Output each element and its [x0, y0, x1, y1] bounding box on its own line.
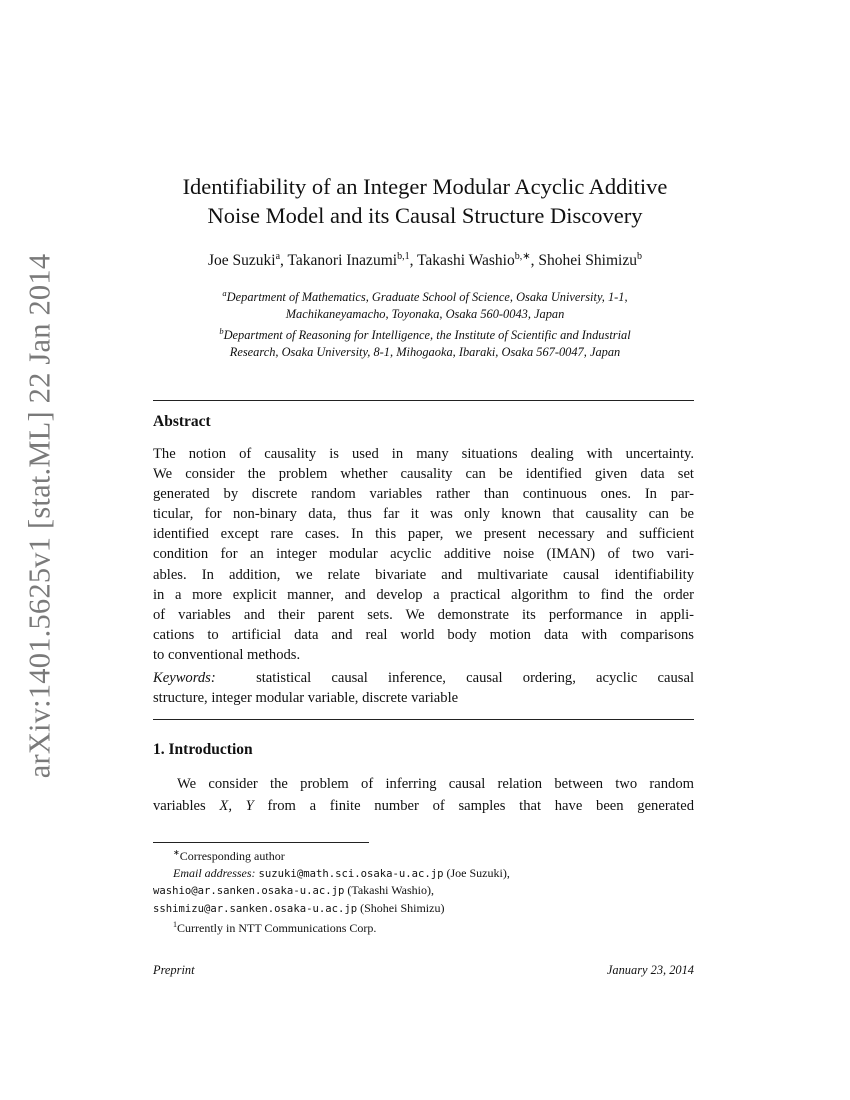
math-variables: X, Y — [219, 798, 254, 814]
abstract-top-rule — [153, 400, 694, 401]
affiliation-a-line-2: Machikaneyamacho, Toyonaka, Osaka 560-0043, Japan — [285, 307, 565, 322]
affiliation-a-line-1: $^a$Department of Mathematics, Graduate School of Science, Osaka University, 1-1, — [222, 288, 628, 305]
affiliations — [120, 285, 730, 361]
paper-title — [120, 172, 730, 230]
abstract-line: cations to artificial data and real world body motion data with comparisons — [153, 626, 694, 643]
footer-preprint: Preprint — [153, 963, 195, 977]
email-link[interactable]: suzuki@math.sci.osaka-u.ac.jp — [258, 867, 444, 880]
footnotes — [153, 845, 694, 937]
abstract-bottom-rule — [153, 719, 694, 720]
abstract-line: condition for an integer modular acyclic additive noise (IMAN) of two vari- — [153, 546, 694, 563]
abstract-body — [153, 444, 694, 665]
author-name: Takashi Washio — [417, 252, 515, 270]
abstract-line: ticular, for non-binary data, thus far it was only known that causality can be — [153, 506, 694, 523]
title-line-1: Identifiability of an Integer Modular Acyclic Additive — [182, 174, 668, 199]
email-link[interactable]: sshimizu@ar.sanken.osaka-u.ac.jp — [153, 902, 358, 915]
author-list: Joe Suzuki$^a$, Takanori Inazumi$^{b,1}$, Takashi Washio$^{b,∗}$, Shohei Shimizu$^b$ — [208, 251, 642, 270]
author-affil-mark: a — [275, 251, 281, 262]
email-label: Email addresses: — [173, 865, 256, 880]
abstract-line: generated by discrete random variables rather than continuous ones. In par- — [153, 486, 694, 503]
abstract-line: identified except rare cases. In this paper, we present necessary and sufficient — [153, 526, 694, 543]
footnote-emails: Email addresses: suzuki@math.sci.osaka-u.ac.jp (Joe Suzuki), — [173, 865, 510, 880]
keywords-line-2: structure, integer modular variable, discrete variable — [153, 690, 459, 707]
abstract-line: We consider the problem whether causality can be identified given data set — [153, 466, 694, 483]
arxiv-identifier[interactable]: arXiv:1401.5625v1 [stat.ML] 22 Jan 2014 — [22, 253, 57, 779]
section-heading-introduction: 1. Introduction — [153, 741, 253, 758]
footnote-email-2: washio@ar.sanken.osaka-u.ac.jp (Takashi Washio), — [153, 883, 434, 898]
intro-line-2: variables X, Y from a finite number of samples that have been generated — [153, 798, 694, 814]
author-name: Takanori Inazumi — [287, 252, 398, 270]
footnote-corresponding: ∗Corresponding author — [173, 848, 285, 863]
affiliation-b-line-2: Research, Osaka University, 8-1, Mihogaoka, Ibaraki, Osaka 567-0047, Japan — [229, 345, 621, 360]
footnote-1: $^1$Currently in NTT Communications Corp. — [173, 920, 377, 936]
keywords-block — [153, 668, 694, 708]
keywords-label: Keywords: — [153, 670, 216, 686]
keywords-line-1: Keywords: statistical causal inference, causal ordering, acyclic causal — [153, 670, 694, 686]
title-line-2: Noise Model and its Causal Structure Discovery — [207, 203, 643, 228]
footer-date: January 23, 2014 — [606, 963, 694, 977]
intro-line-1: We consider the problem of inferring causal relation between two random — [177, 776, 694, 792]
abstract-line: ables. In addition, we relate bivariate and multivariate causal identifiability — [153, 566, 694, 583]
abstract-heading: Abstract — [153, 413, 211, 430]
author-name: Shohei Shimizu — [538, 252, 637, 270]
footnote-rule — [153, 842, 369, 843]
introduction-body — [153, 773, 694, 817]
author-affil-mark: b,1 — [397, 251, 410, 262]
author-name: Joe Suzuki — [208, 252, 276, 270]
abstract-line: in a more explicit manner, and develop a practical algorithm to find the order — [153, 586, 694, 603]
author-affil-mark: b,∗ — [514, 251, 531, 262]
abstract-line: The notion of causality is used in many situations dealing with uncertainty. — [153, 446, 694, 462]
email-link[interactable]: washio@ar.sanken.osaka-u.ac.jp — [153, 885, 345, 898]
footnote-email-3: sshimizu@ar.sanken.osaka-u.ac.jp (Shohei Shimizu) — [153, 900, 445, 915]
abstract-line: of variables and their parent sets. We demonstrate its performance in appli- — [153, 606, 694, 623]
abstract-line: to conventional methods. — [153, 646, 301, 663]
affiliation-b-line-1: $^b$Department of Reasoning for Intelligence, the Institute of Scientific and Industrial — [219, 326, 631, 343]
author-affil-mark: b — [636, 251, 642, 262]
